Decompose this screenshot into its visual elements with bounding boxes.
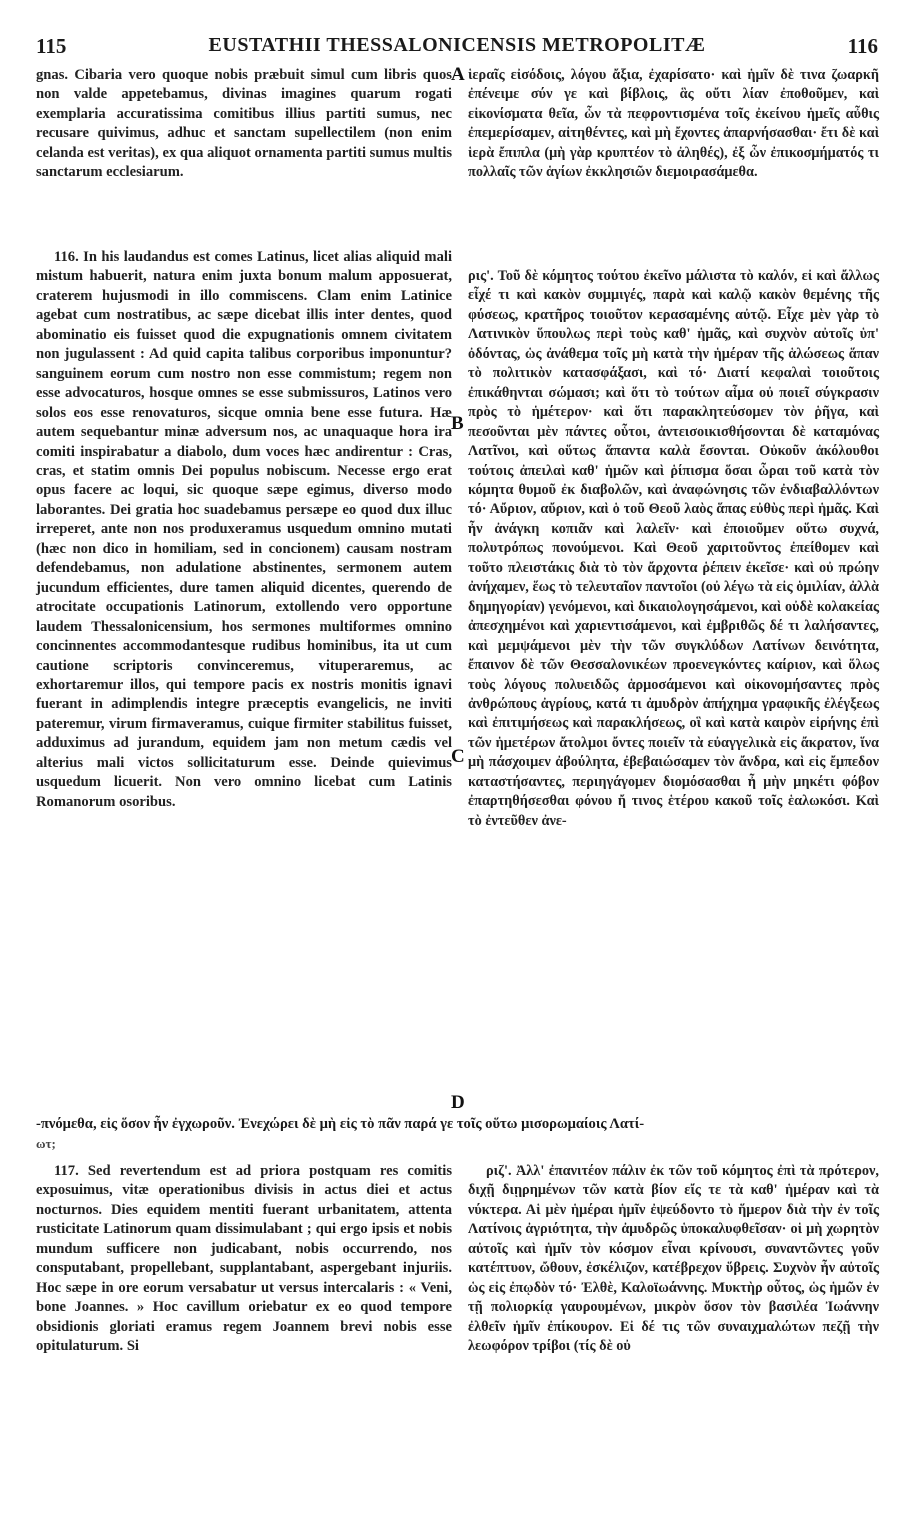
latin-text: 117. Sed revertendum est ad priora postquam res comitis exposuimus, vitæ operationibus divisis in actus diei et actus nocturnos. Dies equidem mentiti fuerant urbanitatem, attenta rusticitate Latinorum quam dissimulabant ; qui ergo ipsis et nobis mundum sufficere non judicabant, nobis occurrendo, nos consputabant, propellebant, supplantabant, aspergebant injuriis. Hoc sæpe in ore eorum versabatur ut versus intercalaris : « Veni, bone Joannes. » Hoc cavillum oriebatur ex eo quod tempore obsidionis gloriati eramus regem Joannem brevi nobis esse opitulaturum. Si: [36, 1163, 452, 1355]
greek-paragraph-end: [468, 66, 879, 183]
margin-marker-a: A: [451, 64, 465, 85]
greek-text: ἱεραῖς εἰσόδοις, λόγου ἄξια, ἐχαρίσατο· καὶ ἡμῖν δὲ τινα ζωαρκῆ ἐπένειμε σύν γε καὶ βίβλοις, ἃς οὔτι λίαν ἐποθοῦμεν, καὶ εἰκονίσματα θεῖα, ὧν τὰ πεφροντισμένα τοῖς ἐκείνου ἡμεῖς αὖθις ἐπεμερίσαμεν, αἰτηθέντες, καὶ μὴ ἔχοντες ἀπαρνήσασθαι· ἔτι δὲ καὶ ἱερὰ ἔπιπλα (μὴ γὰρ κρυπτέον τὸ ἀληθές), ἐξ ὧν ἐπικοσμήματός τι πολλαῖς τῶν ἁγίων ἐκκλησιῶν διεμοιρασάμεθα.: [468, 67, 879, 181]
margin-marker-d: D: [451, 1092, 465, 1113]
page-number-left: 115: [36, 34, 67, 58]
greek-paragraph-116: [468, 267, 879, 831]
latin-text: gnas. Cibaria vero quoque nobis præbuit simul cum libris quos non valde appetebamus, divinas imagines quarum rogati exemplaria accuratissima comitibus illius partiti sumus, nec recusare quivimus, adhuc et sanctam supellectilem (non enim celanda est veritas), ex qua aliquot ornamenta partiti sumus multis sanctarum ecclesiarum.: [36, 67, 452, 181]
greek-text: ρις'. Τοῦ δὲ κόμητος τούτου ἐκεῖνο μάλιστα τὸ καλόν, εἰ καὶ ἄλλως εἶχέ τι καὶ κακὸν συμμιγές, παρὰ καὶ καλῷ κακὸν θεμένης τῆς φύσεως, κρατῆρος τοιοῦτον κερασαμένης αὐτῷ. Εἶχε μὲν γὰρ τὸ Λατινικὸν ὕπουλως περὶ τοὺς καθ' ἡμᾶς, καὶ συχνὸν αὐτοῖς ὑπ' ὀδόντας, ὡς ἀνάθεμα τοῖς μὴ κατὰ τὴν ἡμέραν τῆς ἁλώσεως ἅπαν τὸ πολιτικὸν κατασφάξασι, καὶ τό· Διατί κεφαλαὶ τοιοῦτοις ἐπικάθηνται σώμασι; καὶ ὅτι τὸ τούτων αἷμα οὐ ποιεῖ σύγκρασιν πρὸς τὸ ἡμέτερον· καὶ ὅτι παρακλητεύσομεν τὸν ῥῆγα, καὶ πεσοῦνται μὲν πάντες οὗτοι, ἀντεισοικισθήσονται δὲ καταμόνας Λατῖνοι, καὶ οὕτως ἅπαντα καλὰ ἔσονται. Οὐκοῦν ἀκόλουθοι τούτοις ἀπειλαὶ καθ' ἡμῶν καὶ ῥίπισμα ὅσαι ὧραι τοῦ κατὰ τὸν κόμητα θυμοῦ ἐκ διαβολῶν, καὶ ἀναφώνησις τῶν ἐνδιαβαλλόντων τό· Αὔριον, αὔριον, καὶ ὁ τοῦ Θεοῦ λαὸς ἅπας εὐθὺς περὶ ἡμᾶς. Καὶ ἦν ἀνάγκη κοπιᾶν καὶ λαλεῖν· καὶ ἐποιοῦμεν οὕτω συχνά, πολυτρόπως πονούμενοι. Καὶ Θεοῦ χαριτοῦντος ἐπείθομεν καὶ τοῦτο πλειστάκις διὰ τὸ τὸν ἄρχοντα ῥέπειν ἐκεῖσε· καὶ οὐ πρώην ἀνήχαμεν, ἕως τὸ τελευταῖον παντοῖοι (οὐ λέγω τὰ εἰς ὁμιλίαν, ἀλλὰ δημηγορίαν) γενόμενοι, καὶ δικαιολογησάμενοι, καὶ οὐδὲ κολακείας ἀπεσχημένοι καὶ χαριεντισάμενοι, καὶ ἐμβριθῶς δέ τι λαλήσαντες, καὶ μεμψάμενοι μὲν τὴν τῶν συγκλύδων Λατίνων δεινότητα, ἔπαινον δὲ τῶν Θεσσαλονικέων προενεγκόντες καίριον, καὶ ὅλως τοὺς λόγους πολυειδῶς ἁρμοσάμενοι καὶ οἰκονομήσαντες πρὸς ἀνθρώπους ἀγρίους, κατά τι ἀμυδρὸν ἀπήχημα γραφικῆς ἐλέγξεως καὶ ἐπιτιμήσεως καὶ παρακλήσεως, οἳ καὶ κατὰ καιρὸν εἰρήνης ἐπὶ τῶν ἡμετέρων ἄτολμοι ὄντες ποιεῖν τὰ εὐαγγελικὰ εἰς ἄκρατον, ἵνα μὴ πάσχοιμεν ἀβούλητα, ἐβεβαιώσαμεν τὸν ἄνδρα, καὶ εἰς ἔμπεδον καταστήσαντες, περιηγάγομεν διομόσασθαι ἦ μὴν μηκέτι φόβον ἐπαρτηθήσεσθαι φόνου ἤ τινος ἑτέρου κακοῦ τοῖς ἑαλωκόσι. Καὶ τὸ ἐντεῦθεν ἀνε-: [468, 268, 879, 829]
latin-paragraph-117: [36, 1162, 452, 1357]
latin-fragment: ωτ;: [36, 1136, 56, 1151]
margin-marker-c: C: [451, 746, 465, 767]
latin-paragraph-116: [36, 248, 452, 812]
latin-paragraph-115-end: [36, 66, 452, 183]
greek-spanning-line: -πνόμεθα, εἰς ὅσον ἦν ἐγχωροῦν. Ἐνεχώρει δὲ μὴ εἰς τὸ πᾶν παρά γε τοῖς οὕτω μισορωμαίοις Λατί-: [36, 1116, 645, 1132]
running-title: EUSTATHII THESSALONICENSIS METROPOLITÆ: [208, 34, 706, 56]
section-number-right: 116: [847, 34, 878, 58]
greek-paragraph-117: [468, 1162, 879, 1357]
running-header: [36, 34, 878, 64]
greek-text: ριζ'. Ἀλλ' ἐπανιτέον πάλιν ἐκ τῶν τοῦ κόμητος ἐπὶ τὰ πρότερον, διχῇ διῃρημένων τῶν κατὰ βίον εἴς τε τὰ καθ' ἡμέραν καὶ τὰ νύκτερα. Αἱ μὲν ἡμέραι ἡμῖν ἐψεύδοντο τὸ ἥμερον διὰ τὴν ἐν τοῖς Λατίνοις ἀγριότητα, τὴν ἀμυδρῶς ὑποκαλυφθεῖσαν· οἱ μὴ χωρητὸν αὐτοῖς καὶ ἡμῖν τὸν κόσμον εἶναι κρίνουσι, συναντῶντες γοῦν κατέπτυον, ὤθουν, ἐσκέλιζον, κατέβρεχον ὕβρεις. Συχνὸν ἦν αὐτοῖς ὡς εἰς ἐπῳδὸν τό· Ἐλθὲ, Καλοϊωάννης. Μυκτὴρ οὗτος, ὡς ἡμῶν ἐν τῇ πολιορκίᾳ γαυρουμένων, μικρὸν ὅσον τὸν βασιλέα Ἰωάννην ἐλθεῖν ἡμῖν ἐπίκουρον. Εἰ δέ τις τῶν συναιχμαλώτων πεζῇ τὴν λεωφόρον τρίβοι (τίς δὲ οὐ: [468, 1163, 879, 1355]
margin-marker-b: B: [451, 413, 464, 434]
latin-text: 116. In his laudandus est comes Latinus, licet alias aliquid mali mistum habuerit, natura enim juxta bonum malum apposuerat, craterem hujusmodi in illo commiscens. Clam enim Latinice agebat cum nostratibus, ac sæpe dicebat illis inter dentes, quod abominatio eis fuisset quod die expugnationis omnem civitatem non jugulassent : Ad quid capita talibus corporibus imponuntur? sanguinem eorum cum nostro non esse commistum; regem non esse advocaturos, hosque omnes se esse submissuros, Latinos vero solos eos esse renovaturos, sicque omnia bene esse futura. Hæ autem sequebantur minæ adversum nos, ac unaquaque hora ira comiti inspirabatur a diabolo, dum voces hæc andirentur : Cras, cras, et statim omnis Dei populus nobiscum. Necesse ergo erat opus facere ac loqui, sic quoque sæpe egimus, diverso modo laborantes. Dei gratia hoc suadebamus persæpe eo quod dux illuc irreperet, ante non nos produxeramus usquedum omnino mutati (hæc non dico in homiliam, sed in concionem) causam nostram defendebamus, non adulatione abstinentes, sermonem autem jucundum efficientes, dure tamen aliquid dicentes, querendo de atrocitate occupationis Latinorum, extollendo vero opportune laudem Thessalonicensium, hos sermones multiformes omnino concinnentes accommodantesque rudibus hominibus, ita ut cum cautione scriptoris convinceremus, vituperaremus, ac exhortaremur illos, qui tempore pacis ex nostris monitis ignavi fuerant in adimplendis integre præceptis evangelicis, ne inviti pateremur, virum firmaveramus, cuique firmiter stabilitus fuisset, adduximus ad jurandum, equidem jam non metum cædis vel alterius mali victos sollicitaturum esse. Deinde quievimus usquedum licuerit. Non vero omnino licebat cum Latinis Romanorum osoribus.: [36, 249, 452, 810]
